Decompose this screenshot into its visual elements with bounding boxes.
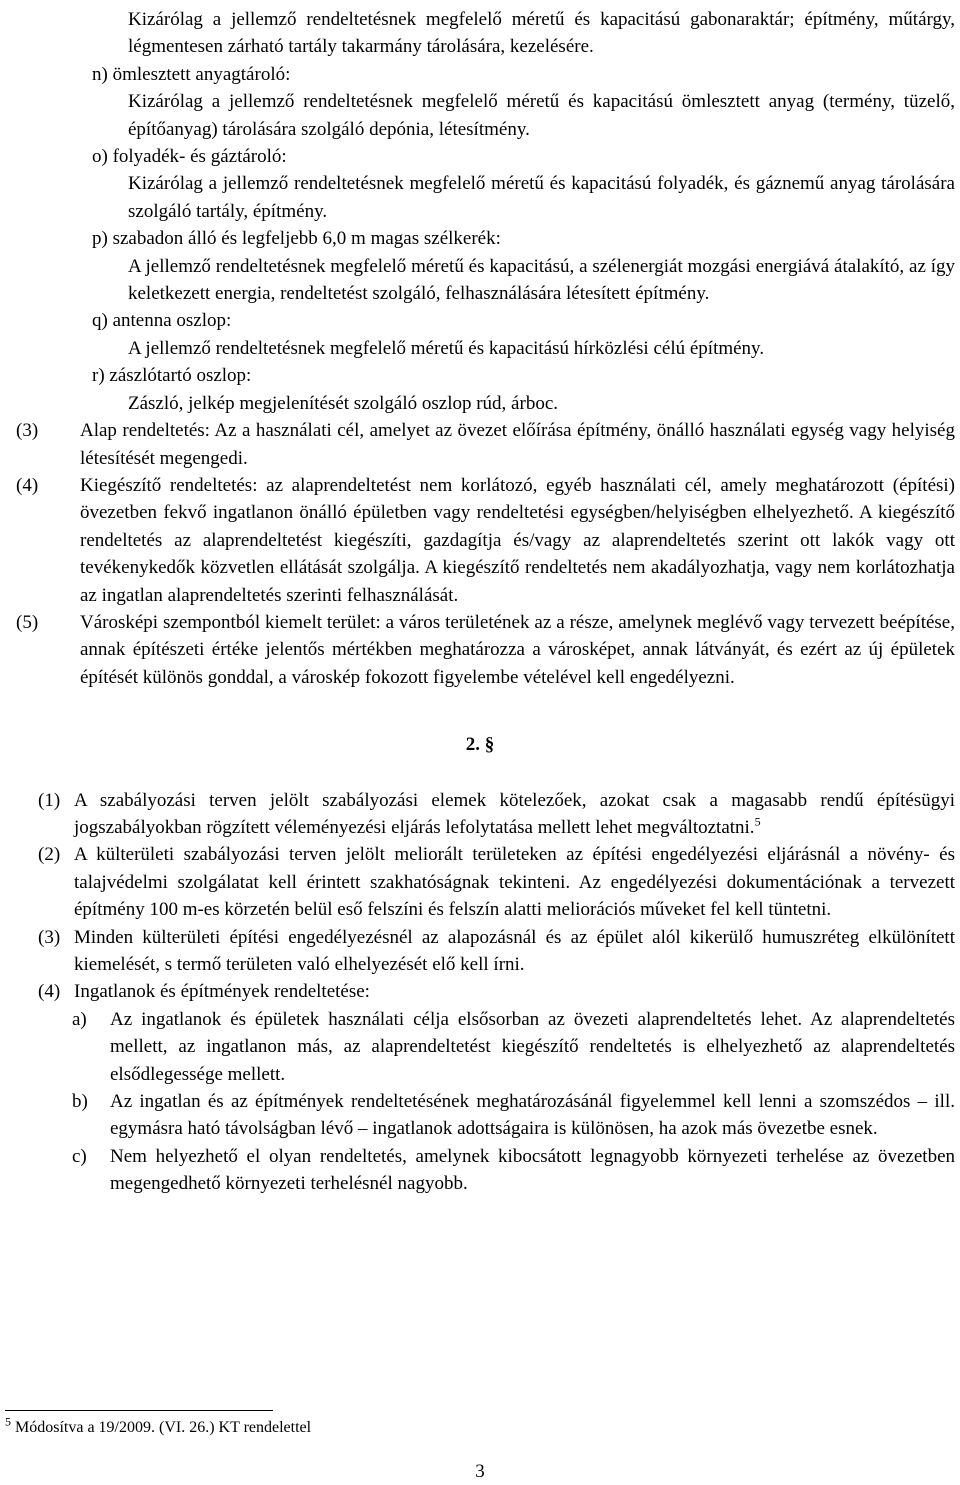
paragraph-text: Városképi szempontból kiemelt terület: a város területének az a része, amelynek meglévő vagy tervezett beépítése, annak építészeti értéke jelentős mértékben meghatározza a városképet, annak látványát, és ezért az új épületek építését különös gonddal, a városkép fokozott figyelembe vételével kell engedélyezni. [80, 611, 955, 688]
page-number: 3 [475, 1461, 485, 1482]
list-item-heading: n) ömlesztett anyagtároló: [92, 63, 291, 85]
list-item-body: Kizárólag a jellemző rendeltetésnek megfelelő méretű és kapacitású folyadék, és gáznemű anyag tárolására szolgáló tartály, építmény. [128, 173, 955, 222]
paragraph-text: Ingatlanok és építmények rendeltetése: [74, 981, 370, 1003]
paragraph-number: (3) [16, 420, 39, 442]
subitem-text: Nem helyezhető el olyan rendeltetés, amelynek kibocsátott legnagyobb környezeti terhelése az övezetben megengedhető környezeti terhelésnél nagyobb. [110, 1145, 955, 1195]
paragraph-number: (4) [16, 474, 39, 496]
list-item-heading: p) szabadon álló és legfeljebb 6,0 m magas szélkerék: [92, 228, 501, 250]
footnote-divider [5, 1410, 273, 1411]
section-heading: 2. § [465, 734, 495, 756]
paragraph-number: (2) [38, 844, 61, 866]
list-item-n [0, 61, 960, 143]
paragraph-number: (3) [38, 926, 61, 948]
footnote [5, 1414, 312, 1438]
paragraph-3 [16, 417, 955, 472]
document-page [0, 6, 960, 1198]
list-item-o [0, 143, 960, 225]
list-item-body: A jellemző rendeltetésnek megfelelő méretű és kapacitású, a szélenergiát mozgási energiává átalakító, az így keletkezett energia, rendeltetést szolgáló, felhasználására létesített építmény. [128, 255, 955, 305]
paragraph-text: A külterületi szabályozási terven jelölt meliorált területeken az építési engedélyezési eljárásnál a növény- és talajvédelmi szolgálatat kell érintett szakhatóságnak tekinteni. Az engedélyezési dokumentációnak a tervezett építmény 100 m-es körzetén belül eső felszíni és felszín alatti meliorációs műveket fel kell tüntetni. [74, 844, 955, 921]
paragraph-text-content: A szabályozási terven jelölt szabályozási elemek kötelezőek, azokat csak a magasabb rendű építésügyi jogszabályokban rögzített véleményezési eljárás lefolytatása mellett lehet megváltoztatni. [74, 789, 955, 838]
list-item-body: Zászló, jelkép megjelenítését szolgáló oszlop rúd, árboc. [128, 392, 558, 414]
list-item-r [0, 362, 960, 417]
subitem-text: Az ingatlan és az építmények rendeltetésének meghatározásánál figyelemmel kell lenni a szomszédos – ill. egymásra ható távolságban lévő – ingatlanok adottságaira is különösen, ha azok más övezetbe esnek. [110, 1091, 955, 1140]
paragraph-number: (4) [38, 981, 61, 1003]
list-item-q [0, 307, 960, 362]
paragraph-4 [16, 472, 955, 609]
list-item-body: Kizárólag a jellemző rendeltetésnek megfelelő méretű és kapacitású ömlesztett anyag (termény, tüzelő, építőanyag) tárolására szolgáló depónia, létesítmény. [128, 91, 955, 140]
paragraph-number: (5) [16, 611, 39, 633]
list-item-body: Kizárólag a jellemző rendeltetésnek megfelelő méretű és kapacitású gabonaraktár; építmény, műtárgy, légmentesen zárható tartály takarmány tárolására, kezelésére. [128, 9, 955, 58]
subitem-label: c) [72, 1145, 87, 1167]
footnote-text: Módosítva a 19/2009. (VI. 26.) KT rendelettel [15, 1419, 312, 1436]
paragraph-text [74, 787, 955, 842]
list-item-p [0, 225, 960, 307]
paragraph-text: Kiegészítő rendeltetés: az alaprendeltetést nem korlátozó, egyéb használati cél, amely meghatározott (építési) övezetben fekvő ingatlanon önálló épületben vagy rendeltetési egységben/helyiségben elhelyezhető. A kiegészítő rendeltetés az alaprendeltetést kiegészíti, gazdagítja és/vagy az alaprendeltetés szerint ott lakók vagy ott tevékenykedők közvetlen ellátását szolgálja. A kiegészítő rendeltetés nem akadályozhatja, vagy nem korlátozhatja az ingatlan alaprendeltetés szerinti felhasználását. [80, 474, 955, 606]
subitem-c [72, 1143, 955, 1198]
list-item-m-continuation [0, 6, 960, 61]
paragraph-5 [16, 609, 955, 691]
paragraph-text: Alap rendeltetés: Az a használati cél, amelyet az övezet előírása építmény, önálló használati egység vagy helyiség létesítését megengedi. [80, 420, 955, 469]
subitem-label: b) [72, 1091, 88, 1113]
list-item-body: A jellemző rendeltetésnek megfelelő méretű és kapacitású hírközlési célú építmény. [128, 337, 765, 359]
footnote-number: 5 [5, 1414, 11, 1429]
list-item-heading: o) folyadék- és gáztároló: [92, 146, 287, 168]
list-item-heading: r) zászlótartó oszlop: [92, 365, 252, 387]
subitem-text: Az ingatlanok és épületek használati célja elsősorban az övezeti alaprendeltetés lehet. Az alaprendeltetés mellett, az ingatlanon más, az alaprendeltetést kiegészítő rendeltetés is elhelyezhető az alaprendeltetés elsődlegessége mellett. [110, 1008, 955, 1085]
subitem-b [72, 1088, 955, 1143]
paragraph-number: (1) [38, 789, 61, 811]
section2-paragraph-1 [38, 787, 955, 842]
footnote-reference[interactable]: 5 [754, 814, 761, 829]
subitem-a [72, 1006, 955, 1088]
section2-paragraph-4 [38, 978, 955, 1005]
subitem-label: a) [72, 1008, 87, 1030]
list-item-heading: q) antenna oszlop: [92, 310, 232, 332]
paragraph-text: Minden külterületi építési engedélyezésnél az alapozásnál és az épület alól kikerülő humuszréteg elkülönített kiemelését, s termő területen való elhelyezését elő kell írni. [74, 926, 955, 975]
section2-paragraph-2 [38, 841, 955, 923]
section2-paragraph-3 [38, 924, 955, 979]
